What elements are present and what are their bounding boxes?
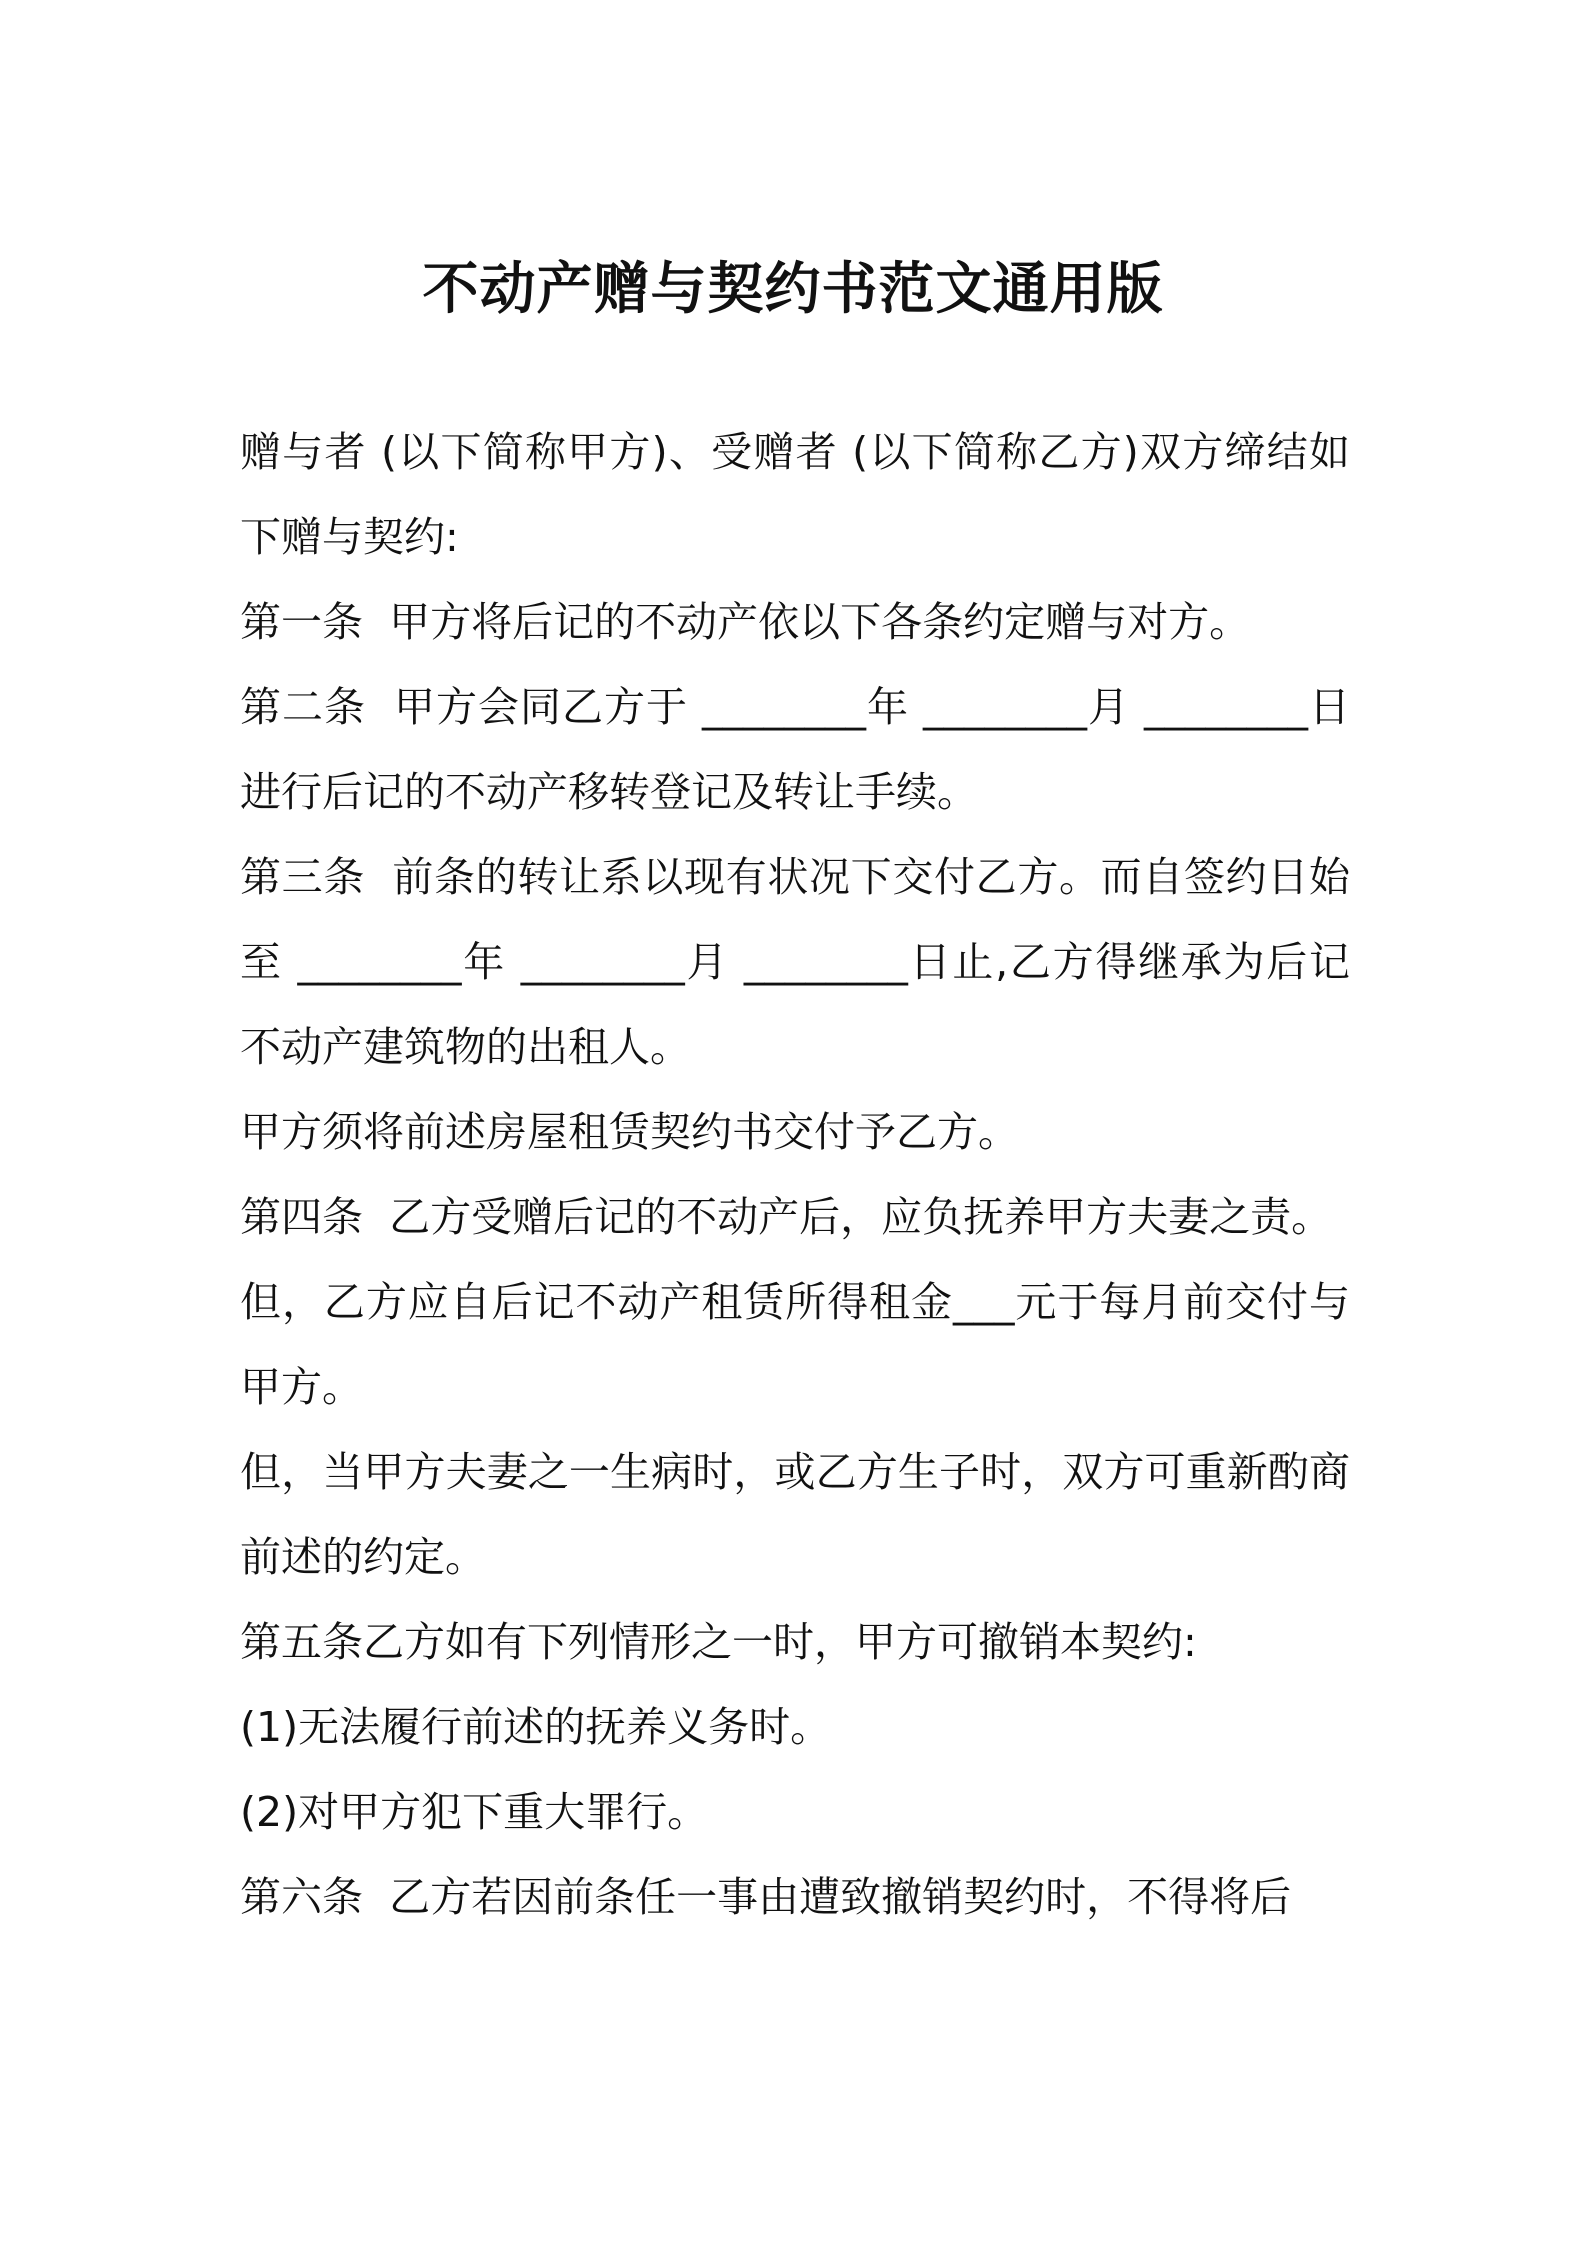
list-item-2: (2)对甲方犯下重大罪行。: [240, 1788, 709, 1836]
paragraph-intro: 赠与者 (以下简称甲方)、受赠者 (以下简称乙方)双方缔结如下赠与契约:: [240, 428, 1350, 561]
paragraph-renegotiation: 但，当甲方夫妻之一生病时，或乙方生子时，双方可重新酌商前述的约定。: [240, 1448, 1350, 1581]
paragraph-lease-delivery: 甲方须将前述房屋租赁契约书交付予乙方。: [240, 1108, 1019, 1156]
paragraph-article-1: 第一条 甲方将后记的不动产依以下各条约定赠与对方。: [240, 598, 1251, 646]
paragraph-article-4: 第四条 乙方受赠后记的不动产后，应负抚养甲方夫妻之责。: [240, 1193, 1333, 1241]
document-body: [240, 410, 1350, 1940]
paragraph-rent-payment: 但，乙方应自后记不动产租赁所得租金___元于每月前交付与甲方。: [240, 1278, 1350, 1411]
paragraph-article-2: 第二条 甲方会同乙方于 ________年 ________月 ________日进行后记的不动产移转登记及转让手续。: [240, 683, 1350, 816]
paragraph-article-5: 第五条乙方如有下列情形之一时，甲方可撤销本契约:: [240, 1618, 1197, 1666]
list-item-1: (1)无法履行前述的抚养义务时。: [240, 1703, 832, 1751]
paragraph-article-6: 第六条 乙方若因前条任一事由遭致撤销契约时，不得将后: [240, 1873, 1292, 1921]
paragraph-article-3: 第三条 前条的转让系以现有状况下交付乙方。而自签约日始至 ________年 ________月 ________日止,乙方得继承为后记不动产建筑物的出租人。: [240, 853, 1350, 1071]
document-title: 不动产赠与契约书范文通用版: [422, 257, 1164, 322]
